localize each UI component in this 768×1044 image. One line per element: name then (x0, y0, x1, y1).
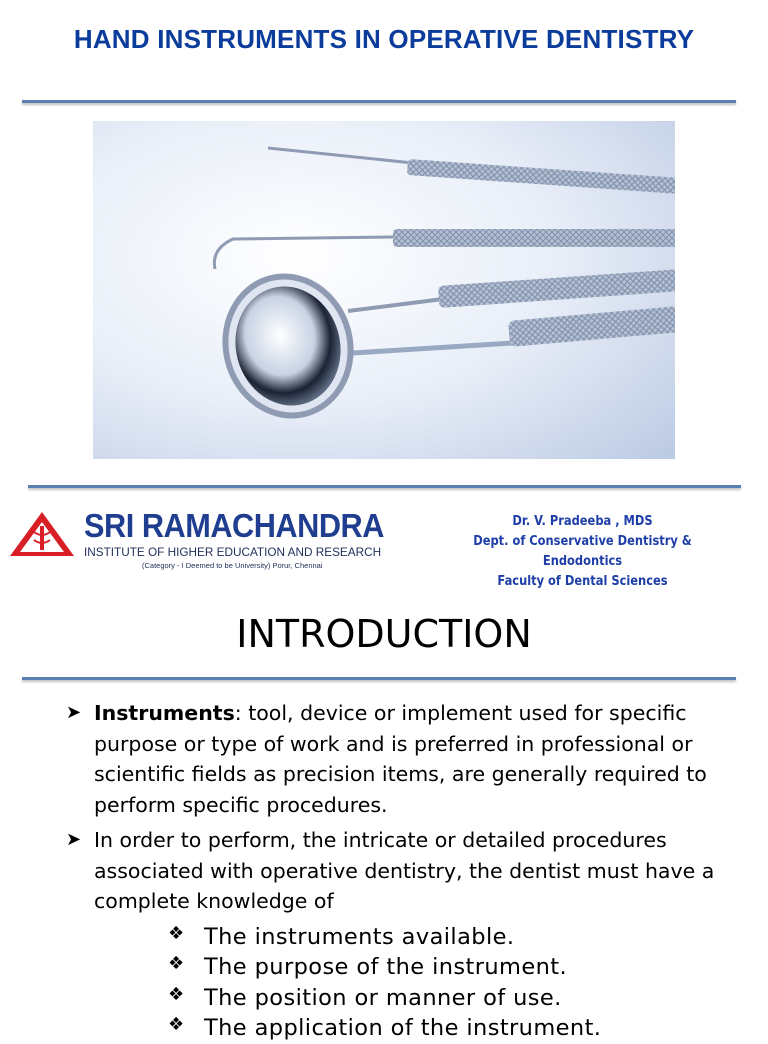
section-heading: INTRODUCTION (236, 612, 532, 656)
institute-emblem-icon (8, 510, 76, 558)
four-diamond-icon: ❖ (168, 1014, 185, 1035)
divider-middle (28, 485, 741, 488)
divider-top (22, 100, 736, 103)
four-diamond-icon: ❖ (168, 983, 185, 1005)
author-dept: Dept. of Conservative Dentistry & Endodontics (473, 534, 692, 569)
institute-category: (Category - I Deemed to be University) Porur, Chennai (142, 561, 323, 570)
institute-name: SRI RAMACHANDRA (84, 507, 384, 544)
sub-list (168, 922, 716, 1044)
sub-list-item: ❖ The application of the instrument. (168, 1013, 716, 1044)
bullet-text: In order to perform, the intricate or detailed procedures associated with operative dentistry, the dentist must have a complete knowledge of (94, 828, 715, 913)
four-diamond-icon: ❖ (168, 953, 185, 974)
list-item (66, 698, 716, 820)
four-diamond-icon: ❖ (168, 922, 185, 944)
dental-instruments-photo (93, 121, 675, 459)
page-title: HAND INSTRUMENTS IN OPERATIVE DENTISTRY (73, 24, 695, 54)
arrowhead-icon: ➤ (66, 829, 82, 850)
bullet-term: Instruments (94, 701, 235, 725)
bullet-list (66, 698, 716, 1044)
sub-list-item: ❖ The instruments available. (168, 922, 716, 953)
list-item (66, 825, 716, 917)
sub-list-item: ❖ The position or manner of use. (168, 983, 716, 1014)
author-name: Dr. V. Pradeeba , MDS (512, 514, 653, 529)
institute-subtitle: INSTITUTE OF HIGHER EDUCATION AND RESEARCH (84, 545, 382, 559)
arrowhead-icon: ➤ (66, 702, 82, 723)
author-faculty: Faculty of Dental Sciences (497, 574, 668, 589)
bullet-text: : tool, device or implement used for specific purpose or type of work and is preferred in professional or scientific fields as precision items, are generally required to perform specific procedures. (94, 701, 707, 817)
sub-list-item: ❖ The purpose of the instrument. (168, 952, 716, 983)
author-block (448, 512, 716, 592)
divider-bottom (22, 677, 736, 680)
